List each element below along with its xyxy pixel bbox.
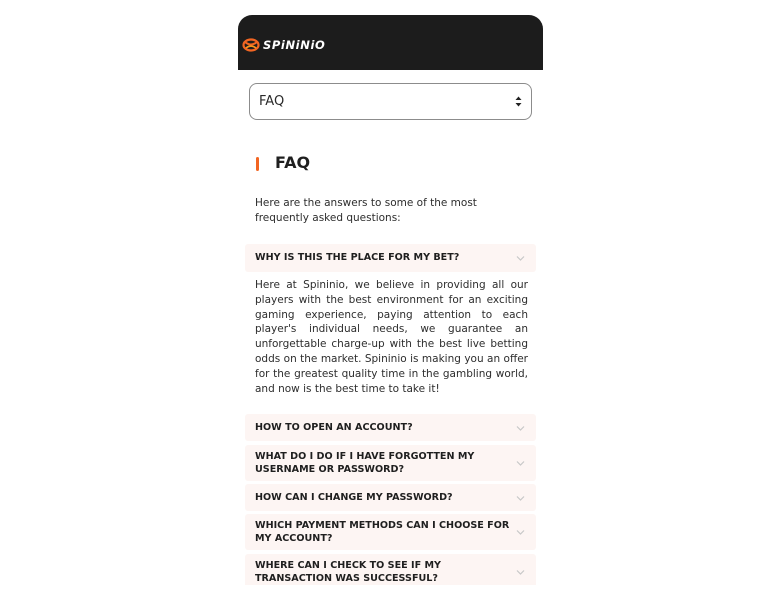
logo-swirl-icon [242,38,260,52]
faq-question-transaction-status[interactable] [245,554,536,585]
faq-question-text: HOW CAN I CHANGE MY PASSWORD? [255,491,453,503]
intro-text: Here are the answers to some of the most frequently asked questions: [255,197,477,224]
site-header [238,15,543,70]
chevron-down-icon [516,494,525,502]
title-accent-bar [256,157,259,171]
mobile-page [238,15,543,585]
faq-question-bet[interactable] [245,244,536,272]
section-select-value: FAQ [259,94,285,109]
faq-question-change-password[interactable] [245,484,536,511]
faq-question-text: HOW TO OPEN AN ACCOUNT? [255,421,413,433]
brand-logo[interactable] [242,38,325,52]
faq-question-payment-methods[interactable] [245,514,536,550]
chevron-down-icon [516,254,525,262]
section-select[interactable] [249,83,532,120]
faq-question-text: WHERE CAN I CHECK TO SEE IF MY TRANSACTION WAS SUCCESSFUL? [255,559,441,584]
faq-question-text: WHY IS THIS THE PLACE FOR MY BET? [255,252,460,264]
brand-name: SPiNiNiO [263,38,326,52]
chevron-down-icon [516,459,525,467]
select-arrows-icon [515,96,522,107]
page-title: FAQ [275,153,311,172]
chevron-down-icon [516,568,525,576]
faq-question-open-account[interactable] [245,414,536,441]
chevron-down-icon [516,528,525,536]
faq-question-text: WHICH PAYMENT METHODS CAN I CHOOSE FOR MY ACCOUNT? [255,519,510,544]
faq-question-forgot-credentials[interactable] [245,445,536,481]
chevron-down-icon [516,424,525,432]
faq-question-text: WHAT DO I DO IF I HAVE FORGOTTEN MY USERNAME OR PASSWORD? [255,450,475,475]
faq-answer-bet: Here at Spininio, we believe in providing all our players with the best environment for an exciting gaming experience, paying attention to each player's individual needs, we guarantee an unforgettable charge-up with the best live betting odds on the market. Spininio is making you an offer for the greatest quality time in the gambling world, and now is the best time to take it! [255,279,528,395]
